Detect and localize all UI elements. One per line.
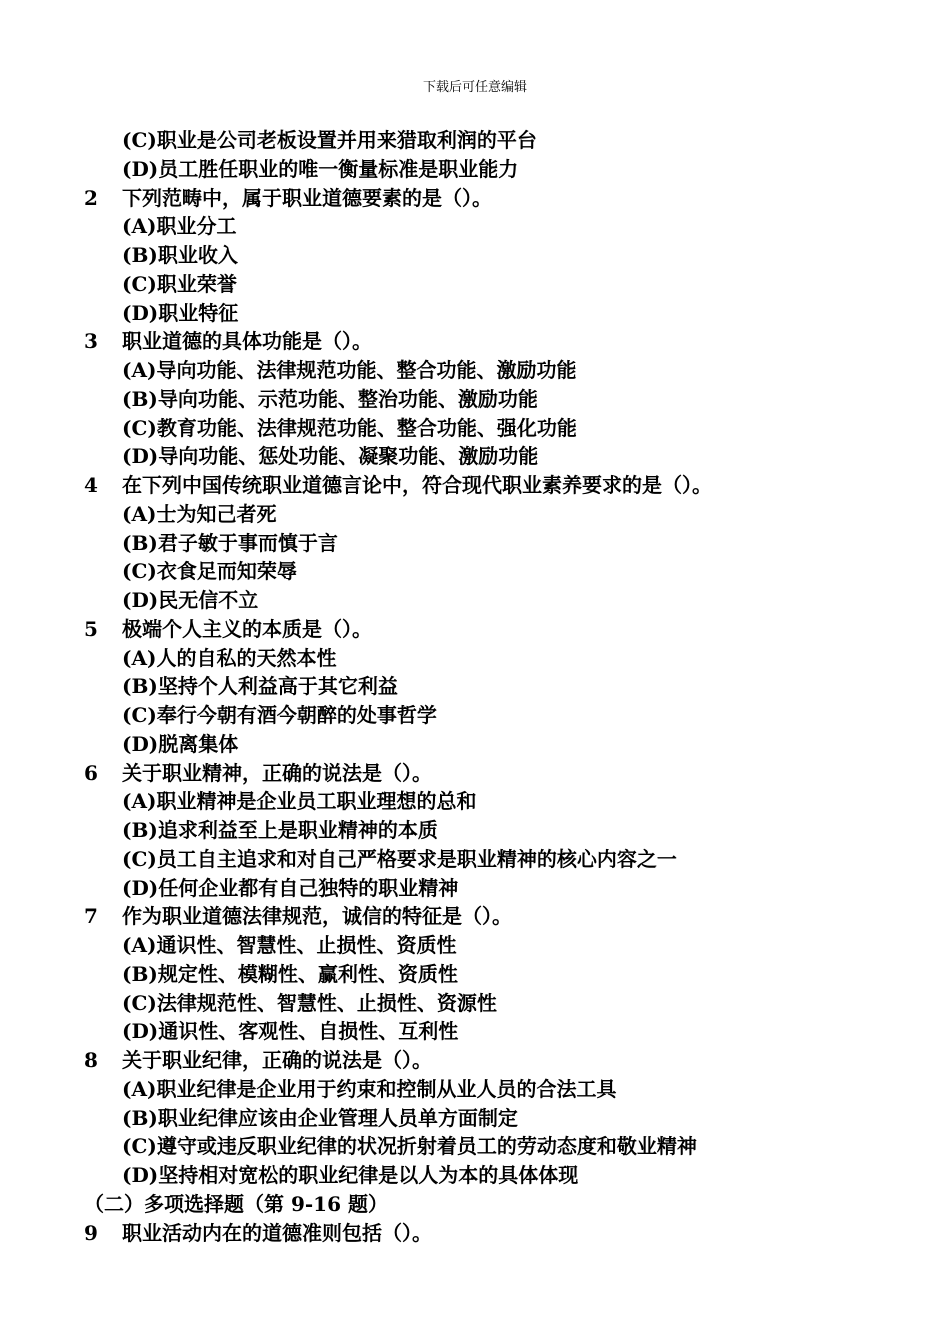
option-8c: (C)遵守或违反职业纪律的状况折射着员工的劳动态度和敬业精神 — [122, 1134, 697, 1159]
question-5 — [0, 615, 950, 644]
option-8b: (B)职业纪律应该由企业管理人员单方面制定 — [122, 1105, 518, 1130]
option-5c: (C)奉行今朝有酒今朝醉的处事哲学 — [122, 703, 437, 727]
option-3d: (D)导向功能、惩处功能、凝聚功能、激励功能 — [122, 444, 539, 469]
question-text: 关于职业精神，正确的说法是（）。 — [122, 760, 432, 785]
question-2 — [0, 184, 950, 213]
question-8 — [0, 1046, 950, 1075]
option-5a: (A)人的自私的天然本性 — [122, 645, 337, 670]
question-4 — [0, 471, 950, 500]
option-3a: (A)导向功能、法律规范功能、整合功能、激励功能 — [122, 358, 577, 382]
question-6 — [0, 759, 950, 788]
question-9 — [0, 1219, 950, 1248]
question-number: 6 — [84, 760, 98, 785]
option-8d: (D)坚持相对宽松的职业纪律是以人为本的具体体现 — [122, 1163, 579, 1187]
option-6b: (B)追求利益至上是职业精神的本质 — [122, 818, 438, 842]
question-number: 5 — [84, 616, 98, 641]
option-3c: (C)教育功能、法律规范功能、整合功能、强化功能 — [122, 415, 577, 440]
question-7 — [0, 902, 950, 931]
option-8a: (A)职业纪律是企业用于约束和控制从业人员的合法工具 — [122, 1076, 617, 1101]
option-7a: (A)通识性、智慧性、止损性、资质性 — [122, 933, 457, 957]
option-7c: (C)法律规范性、智慧性、止损性、资源性 — [122, 990, 497, 1015]
option-4b: (B)君子敏于事而慎于言 — [122, 530, 338, 555]
option-2c: (C)职业荣誉 — [122, 271, 237, 296]
option-2b: (B)职业收入 — [122, 243, 238, 267]
option-4d: (D)民无信不立 — [122, 588, 259, 612]
option-1c: (C)职业是公司老板设置并用来猎取利润的平台 — [122, 128, 537, 152]
question-number: 9 — [84, 1220, 98, 1245]
option-1d: (D)员工胜任职业的唯一衡量标准是职业能力 — [122, 156, 519, 181]
question-text: 职业道德的具体功能是（）。 — [122, 329, 372, 354]
option-4c: (C)衣食足而知荣辱 — [122, 559, 297, 584]
option-7d: (D)通识性、客观性、自损性、互利性 — [122, 1019, 459, 1044]
question-text: 关于职业纪律，正确的说法是（）。 — [122, 1048, 432, 1072]
option-6a: (A)职业精神是企业员工职业理想的总和 — [122, 789, 477, 814]
question-text: 作为职业道德法律规范，诚信的特征是（）。 — [122, 904, 512, 929]
question-3 — [0, 327, 950, 356]
question-text: 极端个人主义的本质是（）。 — [122, 616, 372, 641]
page-header: 下载后可任意编辑 — [422, 80, 527, 95]
question-text: 在下列中国传统职业道德言论中，符合现代职业素养要求的是（）。 — [122, 473, 712, 497]
document-body — [0, 126, 950, 1247]
question-text: 职业活动内在的道德准则包括（）。 — [122, 1220, 432, 1245]
question-number: 7 — [84, 904, 98, 929]
option-4a: (A)士为知己者死 — [122, 501, 277, 526]
option-5b: (B)坚持个人利益高于其它利益 — [122, 674, 398, 699]
question-text: 下列范畴中，属于职业道德要素的是（）。 — [122, 185, 492, 210]
question-number: 2 — [84, 185, 98, 210]
option-2d: (D)职业特征 — [122, 300, 239, 325]
option-6d: (D)任何企业都有自己独特的职业精神 — [122, 875, 459, 900]
option-5d: (D)脱离集体 — [122, 731, 239, 756]
option-2a: (A)职业分工 — [122, 214, 237, 239]
option-7b: (B)规定性、模糊性、赢利性、资质性 — [122, 961, 458, 986]
question-number: 4 — [84, 473, 98, 497]
section-heading: （二）多项选择题（第 9-16 题） — [84, 1191, 388, 1216]
question-number: 3 — [84, 329, 98, 354]
option-6c: (C)员工自主追求和对自己严格要求是职业精神的核心内容之一 — [122, 846, 677, 871]
option-3b: (B)导向功能、示范功能、整治功能、激励功能 — [122, 386, 538, 411]
question-number: 8 — [84, 1048, 98, 1072]
